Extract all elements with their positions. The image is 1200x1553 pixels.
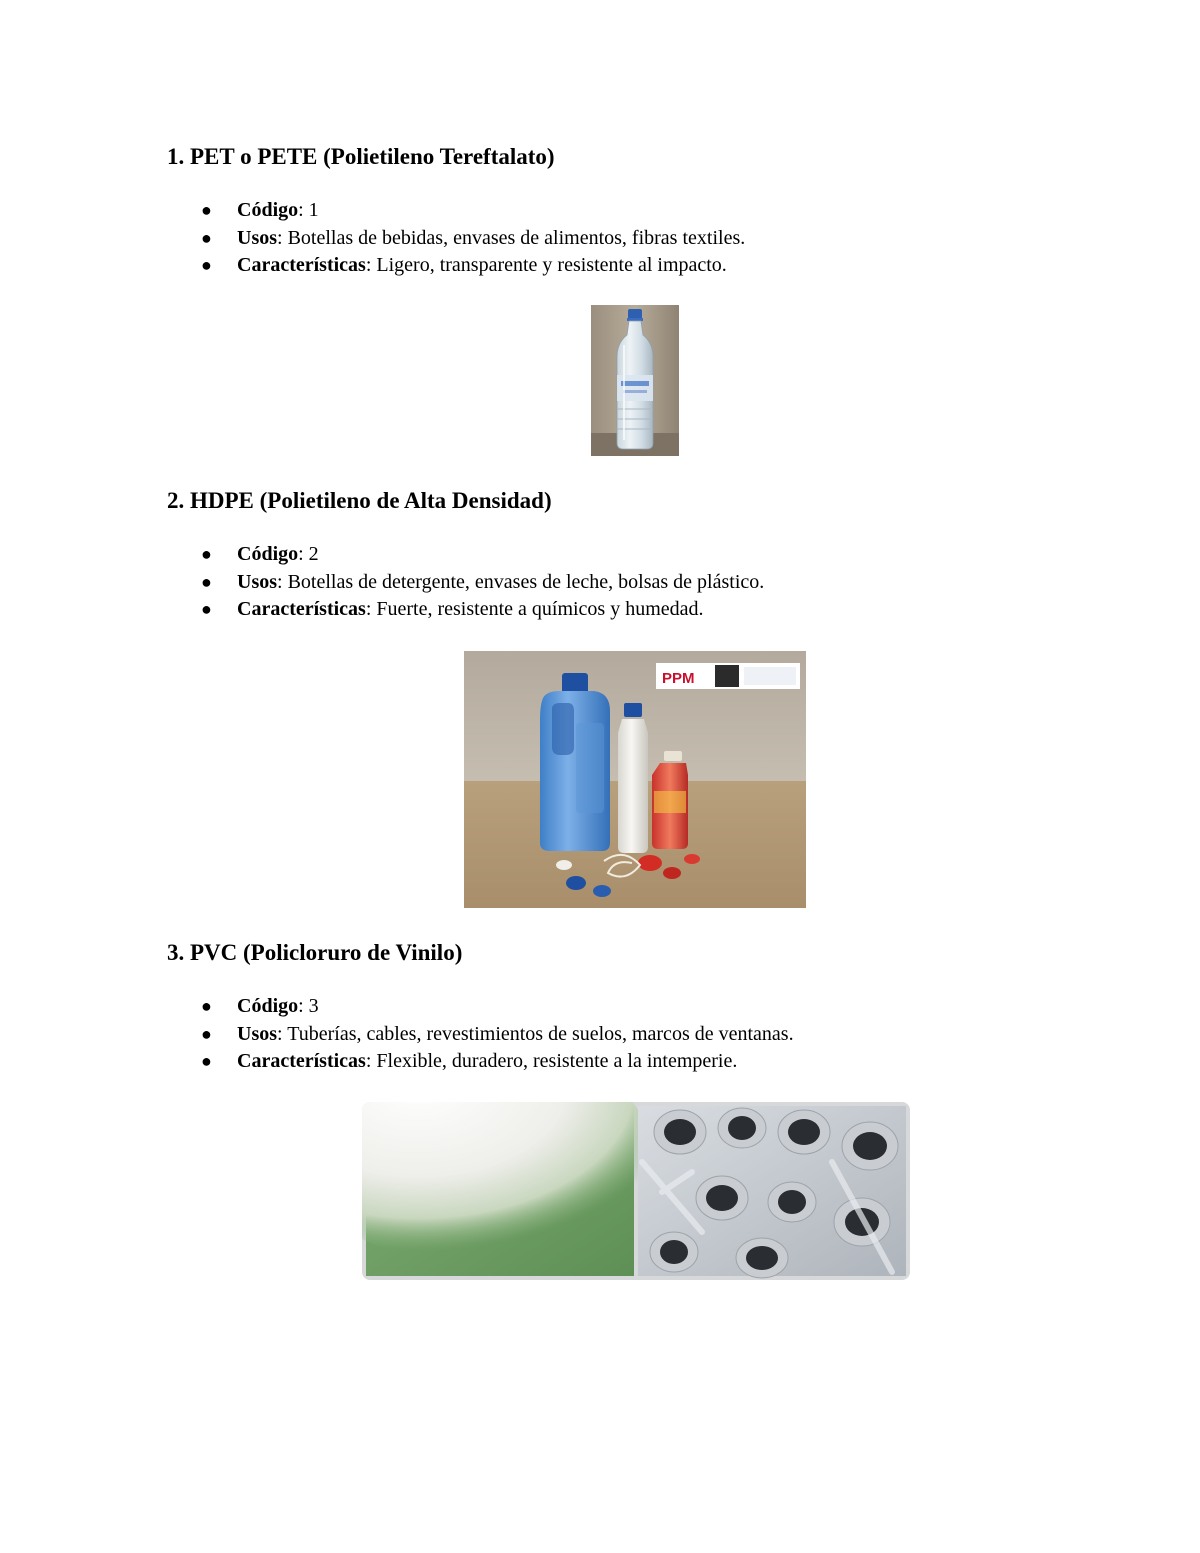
- list-item-caracteristicas: [167, 596, 1067, 624]
- codigo-label: Código: [237, 543, 299, 565]
- bullet-icon: ●: [201, 599, 212, 619]
- codigo-label: Código: [237, 199, 299, 221]
- codigo-value: : 2: [298, 543, 319, 565]
- bullet-icon: ●: [201, 571, 212, 592]
- caracteristicas-value: : Flexible, duradero, resistente a la intemperie.: [365, 1050, 738, 1072]
- list-item-caracteristicas: [167, 1048, 1067, 1076]
- codigo-value: : 3: [298, 995, 319, 1017]
- section-heading: 3. PVC (Policloruro de Vinilo): [167, 940, 463, 965]
- usos-label: Usos: [237, 226, 278, 249]
- list-item-usos: [167, 569, 1067, 597]
- usos-label: Usos: [237, 570, 278, 593]
- section-pvc: [167, 939, 1067, 1076]
- usos-value: : Botellas de bebidas, envases de alimentos, fibras textiles.: [277, 226, 746, 249]
- list-item-codigo: [167, 541, 1067, 569]
- section-hdpe: [167, 487, 1067, 624]
- list-item-usos: [167, 225, 1067, 253]
- bullet-icon: ●: [201, 544, 212, 564]
- ppm-logo: PPM: [662, 670, 695, 687]
- bullet-icon: ●: [201, 227, 212, 248]
- section-heading: 1. PET o PETE (Polietileno Tereftalato): [167, 144, 555, 169]
- property-list: [167, 993, 1067, 1076]
- list-item-caracteristicas: [167, 252, 1067, 280]
- section-pet: [167, 143, 1067, 280]
- list-item-usos: [167, 1021, 1067, 1049]
- bullet-icon: ●: [201, 1051, 212, 1071]
- pvc-powder-pipes-image: [362, 1102, 910, 1280]
- usos-value: : Tuberías, cables, revestimientos de suelos, marcos de ventanas.: [277, 1022, 794, 1045]
- property-list: [167, 541, 1067, 624]
- caracteristicas-value: : Fuerte, resistente a químicos y humedad.: [365, 598, 704, 620]
- bullet-icon: ●: [201, 255, 212, 275]
- caracteristicas-label: Características: [237, 598, 366, 620]
- bullet-icon: ●: [201, 200, 212, 220]
- caracteristicas-label: Características: [237, 254, 366, 276]
- pet-bottle-image: [591, 305, 679, 456]
- bullet-icon: ●: [201, 1023, 212, 1044]
- usos-value: : Botellas de detergente, envases de leche, bolsas de plástico.: [277, 570, 765, 593]
- caracteristicas-label: Características: [237, 1050, 366, 1072]
- section-heading: 2. HDPE (Polietileno de Alta Densidad): [167, 488, 552, 513]
- usos-label: Usos: [237, 1022, 278, 1045]
- list-item-codigo: [167, 197, 1067, 225]
- list-item-codigo: [167, 993, 1067, 1021]
- codigo-value: : 1: [298, 199, 319, 221]
- bullet-icon: ●: [201, 996, 212, 1016]
- caracteristicas-value: : Ligero, transparente y resistente al impacto.: [365, 254, 727, 276]
- hdpe-containers-image: [464, 651, 806, 908]
- codigo-label: Código: [237, 995, 299, 1017]
- property-list: [167, 197, 1067, 280]
